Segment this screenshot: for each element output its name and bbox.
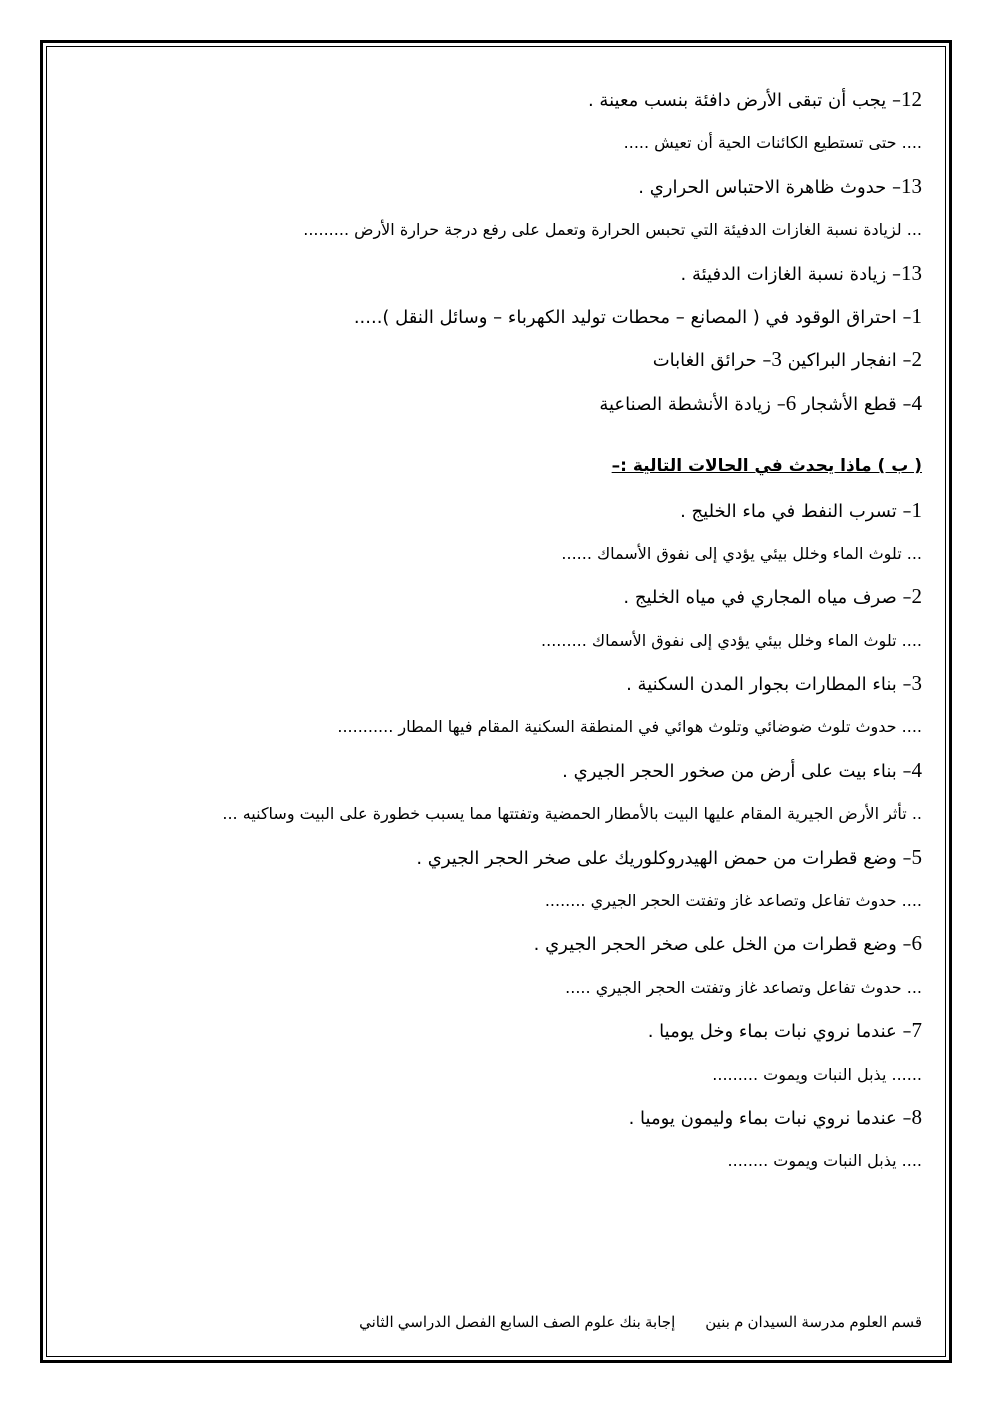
item-2: 2– صرف مياه المجاري في مياه الخليج . (623, 584, 922, 609)
footer-department: قسم العلوم مدرسة السيدان م بنين (705, 1314, 922, 1331)
item-3-answer: .... حدوث تلوث ضوضائي وتلوث هوائي في المنطقة السكنية المقام فيها المطار ........... (337, 717, 922, 737)
section-spacer (100, 425, 922, 445)
footer-title: إجابة بنك علوم الصف السابع الفصل الدراسي الثاني (359, 1314, 676, 1331)
question-13a: 13– حدوث ظاهرة الاحتباس الحراري . (638, 173, 922, 198)
item-6-answer: ... حدوث تفاعل وتصاعد غاز وتفتت الحجر الجيري ..... (565, 977, 922, 997)
item-5-answer: .... حدوث تفاعل وتصاعد غاز وتفتت الحجر الجيري ........ (544, 891, 922, 911)
cause-1: 1– احتراق الوقود في ( المصانع – محطات توليد الكهرباء – وسائل النقل )..... (353, 303, 922, 328)
cause-4-6: 4– قطع الأشجار 6– زيادة الأنشطة الصناعية (599, 390, 922, 415)
question-13b: 13– زيادة نسبة الغازات الدفيئة . (680, 260, 922, 285)
item-7: 7– عندما نروي نبات بماء وخل يوميا . (647, 1018, 922, 1043)
item-2-answer: .... تلوث الماء وخلل بيئي يؤدي إلى نفوق الأسماك ......... (541, 630, 922, 650)
item-8: 8– عندما نروي نبات بماء وليمون يوميا . (628, 1105, 922, 1129)
item-3: 3– بناء المطارات بجوار المدن السكنية . (626, 671, 922, 696)
item-4: 4– بناء بيت على أرض من صخور الحجر الجيري . (562, 757, 922, 782)
item-4-answer: .. تأثر الأرض الجيرية المقام عليها البيت بالأمطار الحمضية وتفتتها مما يسبب خطورة على البيت وساكنيه ... (222, 804, 922, 824)
cause-2-3: 2– انفجار البراكين 3– حرائق الغابات (652, 347, 922, 372)
answer-12: .... حتى تستطيع الكائنات الحية أن تعيش ..... (623, 133, 922, 153)
part-b-heading: ( ب ) ماذا يحدث في الحالات التالية :– (611, 456, 922, 477)
item-7-answer: ...... يذبل النبات ويموت ......... (712, 1064, 922, 1084)
item-1-answer: ... تلوث الماء وخلل بيئي يؤدي إلى نفوق الأسماك ...... (561, 543, 922, 563)
item-8-answer: .... يذبل النبات ويموت ........ (727, 1151, 922, 1171)
item-5: 5– وضع قطرات من حمض الهيدروكلوريك على صخر الحجر الجيري . (416, 844, 922, 869)
question-12: 12– يجب أن تبقى الأرض دافئة بنسب معينة . (587, 87, 922, 111)
item-6: 6– وضع قطرات من الخل على صخر الحجر الجيري . (533, 931, 922, 956)
item-1: 1– تسرب النفط في ماء الخليج . (680, 497, 922, 522)
document-body (100, 78, 922, 1183)
answer-13a: ... لزيادة نسبة الغازات الدفيئة التي تحبس الحرارة وتعمل على رفع درجة حرارة الأرض ......... (303, 220, 922, 240)
page-footer (359, 1313, 922, 1331)
